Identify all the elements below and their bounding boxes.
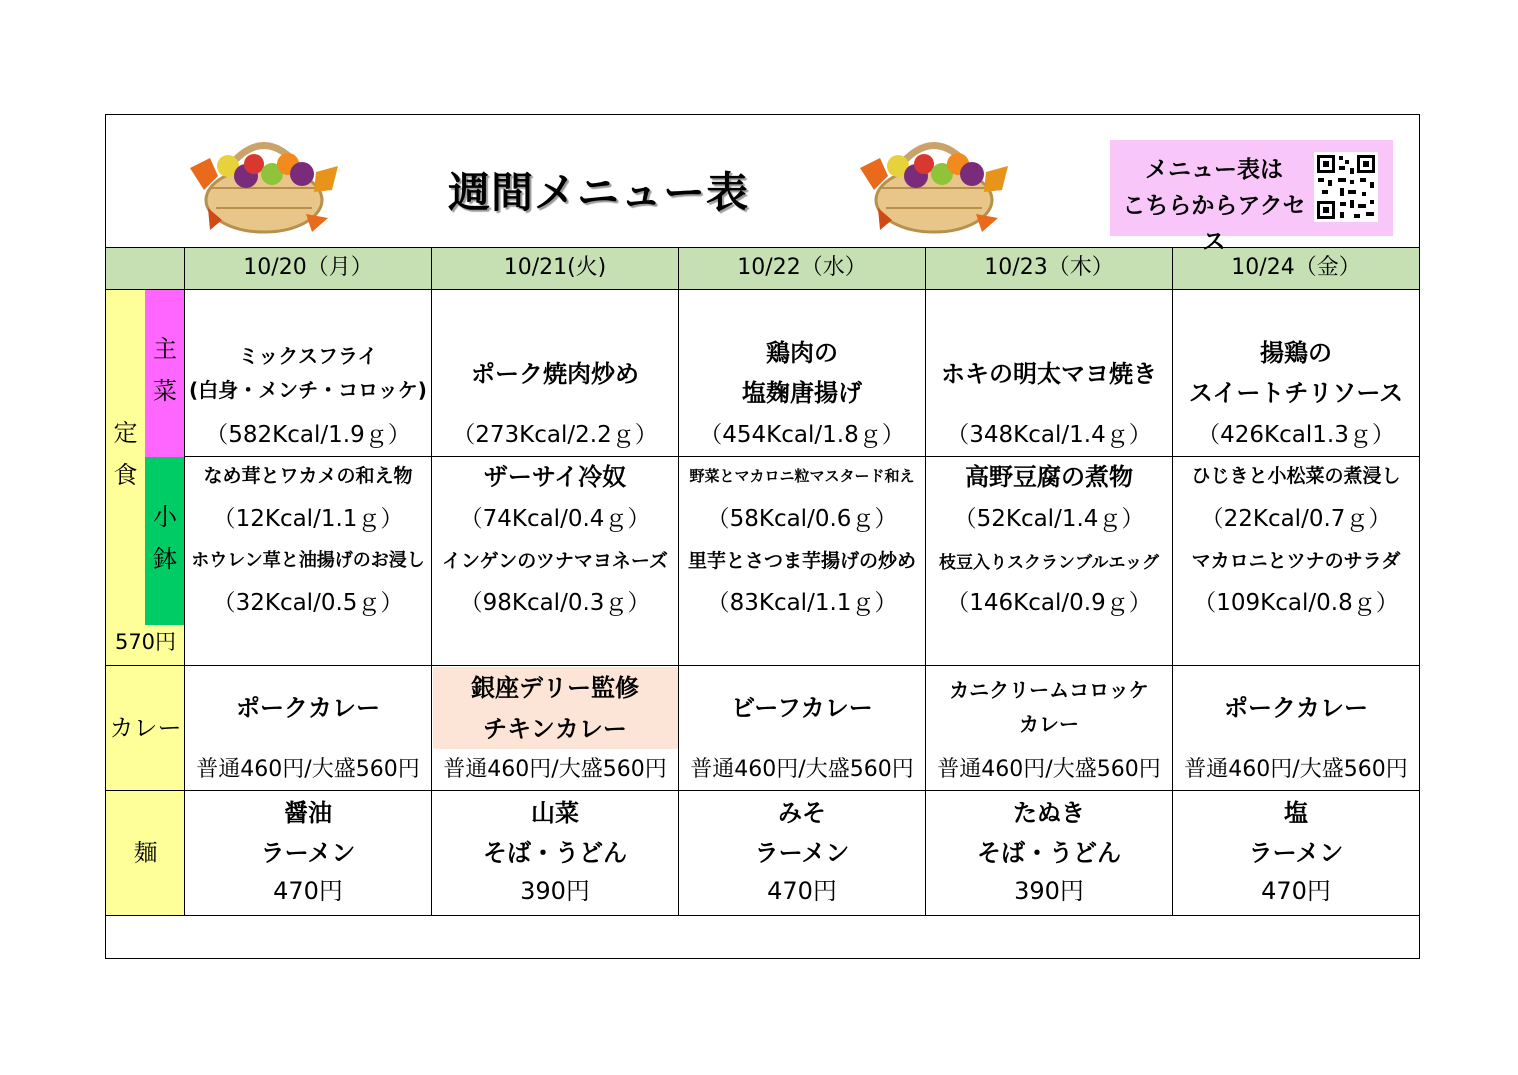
curry-price: 普通460円/大盛560円 <box>196 756 420 782</box>
side-dish-1-kcal: （74Kcal/0.4ｇ） <box>459 505 651 532</box>
main-dish-kcal: （426Kcal1.3ｇ） <box>1197 421 1395 448</box>
curry-name: ポークカレー <box>1224 693 1368 722</box>
date-header: 10/23（木） <box>984 254 1114 280</box>
curry-price: 普通460円/大盛560円 <box>690 756 914 782</box>
shusai-label <box>145 328 185 412</box>
main-dish-kcal: （582Kcal/1.9ｇ） <box>205 421 411 448</box>
fruit-basket-icon <box>858 128 1010 238</box>
main-dish-line: 揚鶏の <box>1260 338 1332 367</box>
grid-line <box>185 456 1420 457</box>
curry-price: 普通460円/大盛560円 <box>443 756 667 782</box>
date-header: 10/21(火) <box>503 254 607 280</box>
noodle-price: 470円 <box>273 876 343 905</box>
date-header: 10/24（金） <box>1231 254 1361 280</box>
qr-text-line: メニュー表は <box>1145 157 1283 183</box>
main-dish-line: ミックスフライ <box>238 343 378 368</box>
curry-price: 普通460円/大盛560円 <box>1184 756 1408 782</box>
main-dish-line: スイートチリソース <box>1188 378 1404 407</box>
curry-price: 普通460円/大盛560円 <box>937 756 1161 782</box>
noodle-line: 醤油 <box>284 798 332 827</box>
curry-name: 銀座デリー監修 <box>471 673 639 702</box>
noodle-line: そば・うどん <box>977 838 1121 867</box>
side-dish-2-kcal: （32Kcal/0.5ｇ） <box>212 589 404 616</box>
kobachi-char: 鉢 <box>153 545 177 573</box>
shusai-char: 菜 <box>153 377 177 405</box>
date-header: 10/20（月） <box>243 254 373 280</box>
main-dish-line: 塩麹唐揚げ <box>742 378 862 407</box>
main-dish-kcal: （454Kcal/1.8ｇ） <box>699 421 905 448</box>
side-dish-1: 高野豆腐の煮物 <box>965 462 1133 491</box>
men-label: 麺 <box>133 838 158 867</box>
noodle-line: みそ <box>778 798 826 827</box>
side-dish-2: マカロニとツナのサラダ <box>1191 549 1401 572</box>
teishoku-price: 570円 <box>114 630 177 654</box>
curry-name: ビーフカレー <box>731 693 873 722</box>
curry-name: カレー <box>1019 711 1079 736</box>
noodle-line: ラーメン <box>754 838 850 867</box>
side-dish-1: 野菜とマカロニ粒マスタード和え <box>689 466 915 485</box>
side-dish-1: ひじきと小松菜の煮浸し <box>1191 464 1401 487</box>
teishoku-char: 定 <box>113 419 138 447</box>
date-header: 10/22（水） <box>737 254 867 280</box>
main-dish-line: ポーク焼肉炒め <box>471 359 639 388</box>
shusai-char: 主 <box>153 335 177 363</box>
side-dish-2-kcal: （109Kcal/0.8ｇ） <box>1193 589 1399 616</box>
side-dish-2: ホウレン草と油揚げのお浸し <box>191 550 425 571</box>
side-dish-1-kcal: （52Kcal/1.4ｇ） <box>953 505 1145 532</box>
noodle-line: ラーメン <box>1248 838 1344 867</box>
noodle-line: ラーメン <box>260 838 356 867</box>
side-dish-2: インゲンのツナマヨネーズ <box>442 549 668 572</box>
curry-name: チキンカレー <box>483 714 627 743</box>
kobachi-label <box>145 496 185 580</box>
side-dish-1: ザーサイ冷奴 <box>483 462 627 491</box>
grid-line <box>105 665 1420 666</box>
qr-code-icon[interactable] <box>1314 152 1378 222</box>
grid-line <box>105 289 1420 290</box>
noodle-line: たぬき <box>1013 798 1085 827</box>
curry-name: ポークカレー <box>236 693 380 722</box>
grid-line <box>105 915 1420 916</box>
side-dish-2-kcal: （98Kcal/0.3ｇ） <box>459 589 651 616</box>
side-dish-1-kcal: （22Kcal/0.7ｇ） <box>1200 505 1392 532</box>
fruit-basket-icon <box>188 128 340 238</box>
grid-line <box>105 790 1420 791</box>
teishoku-label <box>106 412 145 496</box>
main-dish-kcal: （348Kcal/1.4ｇ） <box>946 421 1152 448</box>
qr-text-line: こちらからアクセス <box>1122 193 1306 255</box>
side-dish-1: なめ茸とワカメの和え物 <box>203 464 413 487</box>
side-dish-2: 枝豆入りスクランブルエッグ <box>939 552 1159 573</box>
teishoku-char: 食 <box>113 461 138 489</box>
side-dish-2-kcal: （146Kcal/0.9ｇ） <box>946 589 1152 616</box>
noodle-line: 山菜 <box>531 798 579 827</box>
side-dish-2-kcal: （83Kcal/1.1ｇ） <box>706 589 898 616</box>
main-dish-kcal: （273Kcal/2.2ｇ） <box>452 421 658 448</box>
noodle-price: 470円 <box>767 876 837 905</box>
noodle-price: 390円 <box>520 876 590 905</box>
side-dish-2: 里芋とさつま芋揚げの炒め <box>687 549 916 572</box>
side-dish-1-kcal: （58Kcal/0.6ｇ） <box>706 505 898 532</box>
noodle-line: そば・うどん <box>483 838 627 867</box>
side-dish-1-kcal: （12Kcal/1.1ｇ） <box>212 505 404 532</box>
curry-label: カレー <box>109 713 182 742</box>
main-dish-line: 鶏肉の <box>766 338 838 367</box>
qr-access-text <box>1116 152 1312 260</box>
noodle-line: 塩 <box>1284 798 1308 827</box>
kobachi-char: 小 <box>153 503 177 531</box>
page-title: 週間メニュー表 <box>448 168 750 217</box>
main-dish-line: (白身・メンチ・コロッケ) <box>189 377 427 402</box>
curry-name: カニクリームコロッケ <box>949 677 1149 702</box>
noodle-price: 470円 <box>1261 876 1331 905</box>
noodle-price: 390円 <box>1014 876 1084 905</box>
main-dish-line: ホキの明太マヨ焼き <box>941 359 1157 388</box>
